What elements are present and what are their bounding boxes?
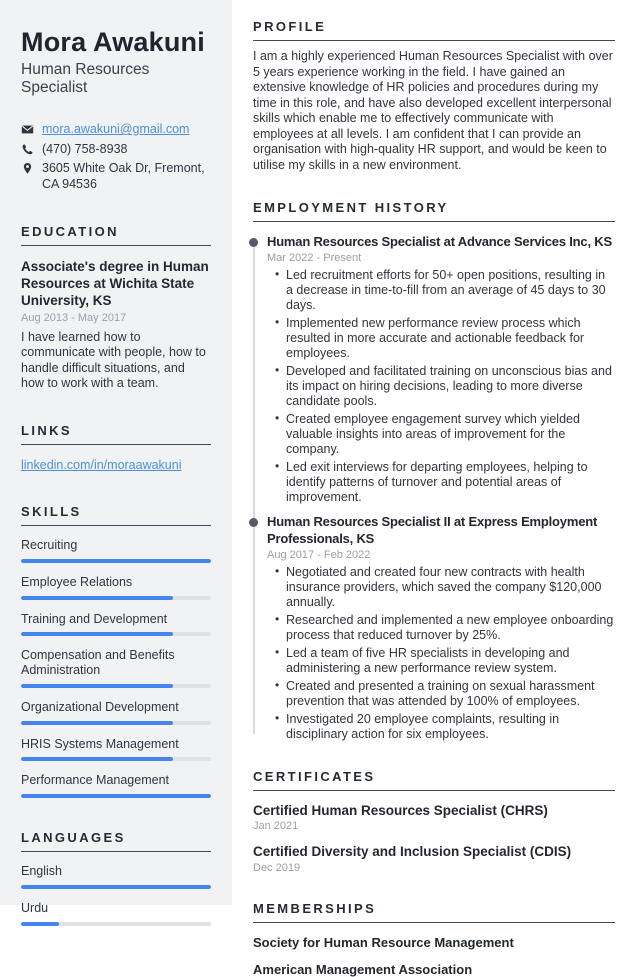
membership-item: American Management Association	[253, 961, 473, 977]
education-heading: EDUCATION	[21, 224, 211, 246]
skill-item	[21, 773, 211, 798]
address: 3605 White Oak Dr, Fremont, CA 94536	[42, 161, 205, 191]
job-bullet: • Created employee engagement survey which yielded valuable insights into areas of improvement for the company.	[286, 412, 615, 457]
skill-label: Compensation and Benefits Administration	[21, 648, 175, 678]
job-bullets	[267, 565, 615, 742]
skill-bar	[21, 794, 211, 798]
language-bar-fill	[21, 885, 211, 889]
candidate-name: Mora Awakuni	[21, 27, 205, 57]
candidate-job-title: Human Resources Specialist	[21, 61, 150, 97]
certificate-date: Dec 2019	[253, 861, 301, 874]
main-column	[232, 0, 640, 977]
skill-label: Recruiting	[21, 538, 78, 553]
certificates-section	[253, 769, 615, 874]
certificate-title: Certified Human Resources Specialist (CHRS)	[253, 802, 548, 818]
language-bar	[21, 922, 211, 926]
timeline-dot	[249, 518, 258, 527]
links-section	[21, 423, 211, 472]
employment-timeline	[253, 234, 615, 742]
phone-number: (470) 758-8938	[42, 141, 128, 156]
memberships-heading: MEMBERSHIPS	[253, 901, 615, 923]
education-description: I have learned how to communicate with people, how to handle difficult situations, and how to work with a team.	[21, 330, 206, 390]
skill-bar-fill	[21, 684, 173, 688]
job-bullet: • Led a team of five HR specialists in developing and administering a new performance review system.	[286, 646, 615, 676]
timeline-dot	[249, 238, 258, 247]
job-title: Human Resources Specialist at Advance Services Inc, KS	[267, 234, 612, 249]
contact-email-row	[21, 122, 211, 138]
certificate-title: Certified Diversity and Inclusion Specialist (CDIS)	[253, 844, 572, 860]
job-bullet: • Investigated 20 employee complaints, resulting in disciplinary action for six employees.	[286, 712, 615, 742]
phone-icon	[21, 143, 35, 157]
email-link[interactable]: mora.awakuni@gmail.com	[42, 122, 190, 137]
skill-bar-fill	[21, 757, 173, 761]
sidebar	[0, 0, 232, 915]
language-item	[21, 864, 211, 889]
job-entry	[267, 514, 615, 742]
certificates-heading: CERTIFICATES	[253, 769, 615, 791]
skill-bar	[21, 596, 211, 600]
certificate-date: Jan 2021	[253, 820, 299, 833]
skill-bar	[21, 559, 211, 563]
skill-item	[21, 700, 211, 725]
skill-bar	[21, 632, 211, 636]
employment-section	[253, 200, 615, 742]
skill-bar-fill	[21, 559, 211, 563]
skill-label: Training and Development	[21, 611, 168, 626]
location-pin-icon	[21, 162, 35, 176]
skill-bar-fill	[21, 794, 211, 798]
skill-item	[21, 612, 211, 637]
job-bullets	[267, 268, 615, 505]
skill-label: Performance Management	[21, 773, 169, 788]
job-bullet: • Researched and implemented a new employee onboarding process that reduced turnover by 25%.	[286, 613, 615, 643]
links-heading: LINKS	[21, 423, 211, 445]
skill-bar-fill	[21, 632, 173, 636]
job-dates: Aug 2017 - Feb 2022	[267, 548, 371, 561]
language-bar-fill	[21, 922, 59, 926]
skill-bar-fill	[21, 721, 173, 725]
job-entry	[267, 234, 615, 505]
profile-section	[253, 19, 615, 173]
language-label: English	[21, 864, 62, 879]
profile-text: I am a highly experienced Human Resources Specialist with over 5 years experience working in the field. I have gained an extensive knowledge of HR policies and procedures during my time in this role, and have also developed excellent interpersonal skills which enable me to effectively communicate with employees at all levels. I am confident that I can provide an organisation with high-quality HR support, and would be keen to utilise my skills in a new environment.	[253, 49, 613, 172]
membership-item: Society for Human Resource Management	[253, 934, 514, 950]
skill-label: HRIS Systems Management	[21, 736, 179, 751]
skill-bar	[21, 757, 211, 761]
languages-section	[21, 830, 211, 926]
job-bullet: • Created and presented a training on sexual harassment prevention that was attended by 100% of employees.	[286, 679, 615, 709]
skill-bar	[21, 684, 211, 688]
skills-section	[21, 504, 211, 798]
employment-heading: EMPLOYMENT HISTORY	[253, 200, 615, 222]
contact-block	[21, 122, 211, 192]
education-section	[21, 224, 211, 391]
skills-heading: SKILLS	[21, 504, 211, 526]
education-dates: Aug 2013 - May 2017	[21, 312, 127, 325]
job-dates: Mar 2022 - Present	[267, 251, 362, 264]
language-bar	[21, 885, 211, 889]
skill-label: Employee Relations	[21, 574, 133, 589]
skill-item	[21, 737, 211, 762]
language-label: Urdu	[21, 900, 49, 915]
memberships-section	[253, 901, 615, 977]
skill-bar-fill	[21, 596, 173, 600]
languages-heading: LANGUAGES	[21, 830, 211, 852]
job-bullet: • Negotiated and created four new contracts with health insurance providers, which saved the company $120,000 annually.	[286, 565, 615, 610]
job-title: Human Resources Specialist II at Express Employment Professionals, KS	[267, 513, 598, 546]
certificate-item	[253, 843, 615, 874]
skill-item	[21, 575, 211, 600]
linkedin-link[interactable]: linkedin.com/in/moraawakuni	[21, 458, 182, 473]
job-bullet: • Led recruitment efforts for 50+ open positions, resulting in a decrease in time-to-fill from an average of 45 days to 30 days.	[286, 268, 615, 313]
skill-label: Organizational Development	[21, 699, 179, 714]
job-bullet: • Implemented new performance review process which resulted in more accurate and actionable feedback for employees.	[286, 316, 615, 361]
contact-address-row	[21, 161, 211, 192]
email-icon	[21, 123, 35, 137]
profile-heading: PROFILE	[253, 19, 615, 41]
certificate-item	[253, 802, 615, 833]
skill-item	[21, 538, 211, 563]
job-bullet: • Developed and facilitated training on unconscious bias and its impact on hiring decisions, leading to more diverse candidate pools.	[286, 364, 615, 409]
skill-bar	[21, 721, 211, 725]
education-degree: Associate's degree in Human Resources at Wichita State University, KS	[21, 259, 209, 309]
job-bullet: • Led exit interviews for departing employees, helping to identify patterns of turnover and potential areas of improvement.	[286, 460, 615, 505]
skill-item	[21, 648, 211, 688]
contact-phone-row	[21, 142, 211, 158]
